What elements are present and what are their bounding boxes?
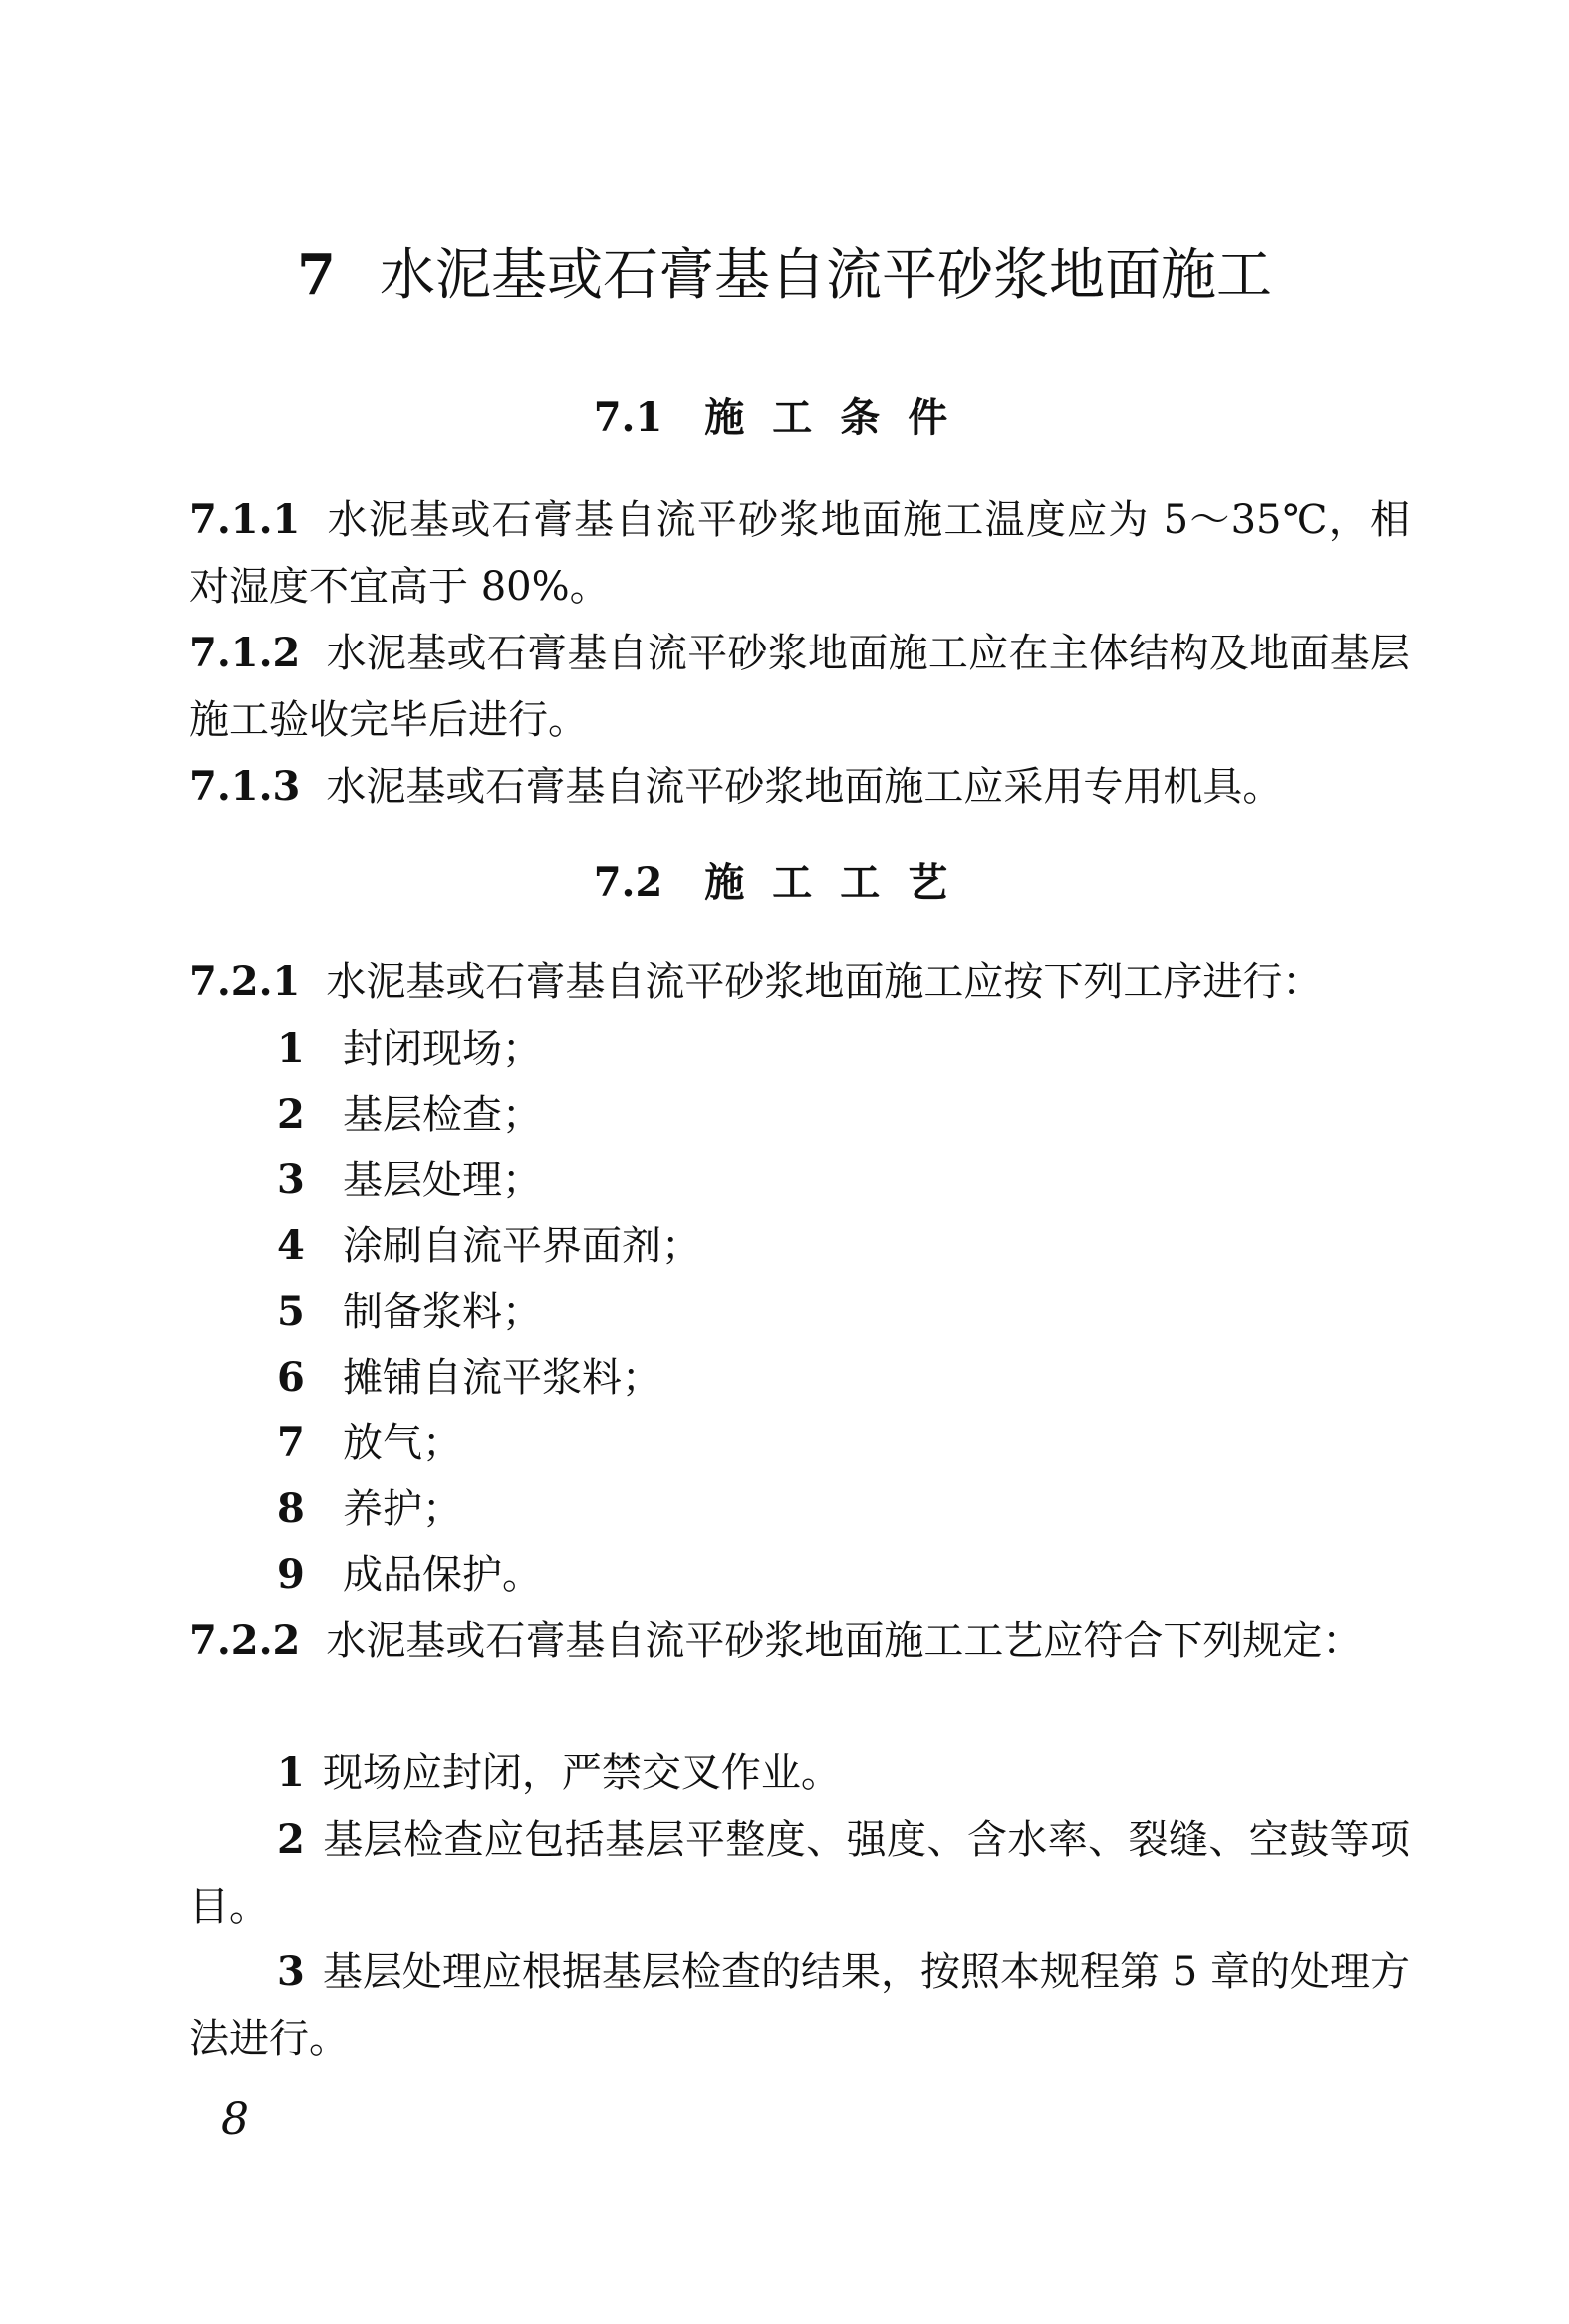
chapter-heading bbox=[0, 237, 1569, 314]
clause-text: 水泥基或石膏基自流平砂浆地面施工温度应为 5～35℃，相对湿度不宜高于 80%。 bbox=[189, 497, 1410, 610]
item-text: 基层检查应包括基层平整度、强度、含水率、裂缝、空鼓等项目。 bbox=[189, 1817, 1410, 1930]
clause-text: 水泥基或石膏基自流平砂浆地面施工应按下列工序进行： bbox=[326, 959, 1323, 1005]
page-number: 8 bbox=[221, 2094, 249, 2145]
item-text: 封闭现场； bbox=[343, 1026, 542, 1072]
item-text: 制备浆料； bbox=[343, 1289, 542, 1335]
list-item bbox=[277, 1541, 542, 1609]
section-number: 7.1 bbox=[593, 394, 663, 441]
clause-7-2-2 bbox=[189, 1607, 1410, 1675]
clause-7-1-2 bbox=[189, 620, 1410, 754]
item-text: 基层检查； bbox=[343, 1092, 542, 1138]
item-text: 涂刷自流平界面剂； bbox=[343, 1223, 701, 1269]
list-item bbox=[277, 1278, 542, 1346]
list-item bbox=[277, 1475, 462, 1543]
item-text: 成品保护。 bbox=[343, 1552, 542, 1598]
list-item bbox=[277, 1410, 462, 1477]
clause-number: 7.2.2 bbox=[189, 1617, 301, 1664]
item-number: 4 bbox=[277, 1222, 305, 1269]
item-number: 3 bbox=[277, 1948, 305, 1995]
clause-number: 7.1.2 bbox=[189, 630, 301, 676]
item-number: 8 bbox=[277, 1485, 305, 1532]
chapter-title: 水泥基或石膏基自流平砂浆地面施工 bbox=[379, 243, 1272, 308]
item-text: 现场应封闭，严禁交叉作业。 bbox=[322, 1750, 841, 1796]
item-number: 3 bbox=[277, 1157, 305, 1203]
chapter-number: 7 bbox=[297, 242, 336, 308]
rule-item-2 bbox=[189, 1806, 1410, 1940]
item-number: 1 bbox=[277, 1025, 305, 1072]
section-heading-7-2 bbox=[0, 855, 1569, 910]
item-number: 2 bbox=[277, 1816, 305, 1863]
item-text: 基层处理； bbox=[343, 1158, 542, 1203]
item-number: 6 bbox=[277, 1354, 305, 1401]
clause-text: 水泥基或石膏基自流平砂浆地面施工应在主体结构及地面基层施工验收完毕后进行。 bbox=[189, 631, 1410, 743]
item-text: 养护； bbox=[343, 1486, 462, 1532]
list-item bbox=[277, 1081, 542, 1149]
list-item bbox=[277, 1344, 661, 1412]
section-title: 施工工艺 bbox=[704, 859, 976, 905]
clause-text: 水泥基或石膏基自流平砂浆地面施工工艺应符合下列规定： bbox=[326, 1618, 1363, 1664]
clause-number: 7.2.1 bbox=[189, 958, 301, 1005]
list-item bbox=[277, 1147, 542, 1214]
section-title: 施工条件 bbox=[704, 394, 976, 441]
item-number: 9 bbox=[277, 1551, 305, 1598]
list-item bbox=[277, 1212, 701, 1280]
clause-7-2-1 bbox=[189, 948, 1410, 1016]
clause-7-1-1 bbox=[189, 486, 1410, 621]
item-number: 5 bbox=[277, 1288, 305, 1335]
item-number: 2 bbox=[277, 1091, 305, 1138]
section-number: 7.2 bbox=[593, 859, 663, 905]
section-heading-7-1 bbox=[0, 390, 1569, 446]
item-text: 摊铺自流平浆料； bbox=[343, 1355, 661, 1401]
item-number: 7 bbox=[277, 1420, 305, 1466]
item-number: 1 bbox=[277, 1749, 305, 1796]
item-text: 放气； bbox=[343, 1420, 462, 1466]
clause-7-1-3 bbox=[189, 753, 1410, 821]
rule-item-3 bbox=[189, 1938, 1410, 2073]
rule-item-1 bbox=[189, 1739, 1410, 1807]
list-item bbox=[277, 1015, 542, 1083]
clause-text: 水泥基或石膏基自流平砂浆地面施工应采用专用机具。 bbox=[326, 764, 1283, 810]
clause-number: 7.1.3 bbox=[189, 763, 301, 810]
clause-number: 7.1.1 bbox=[189, 496, 301, 543]
item-text: 基层处理应根据基层检查的结果，按照本规程第 5 章的处理方法进行。 bbox=[189, 1949, 1410, 2062]
